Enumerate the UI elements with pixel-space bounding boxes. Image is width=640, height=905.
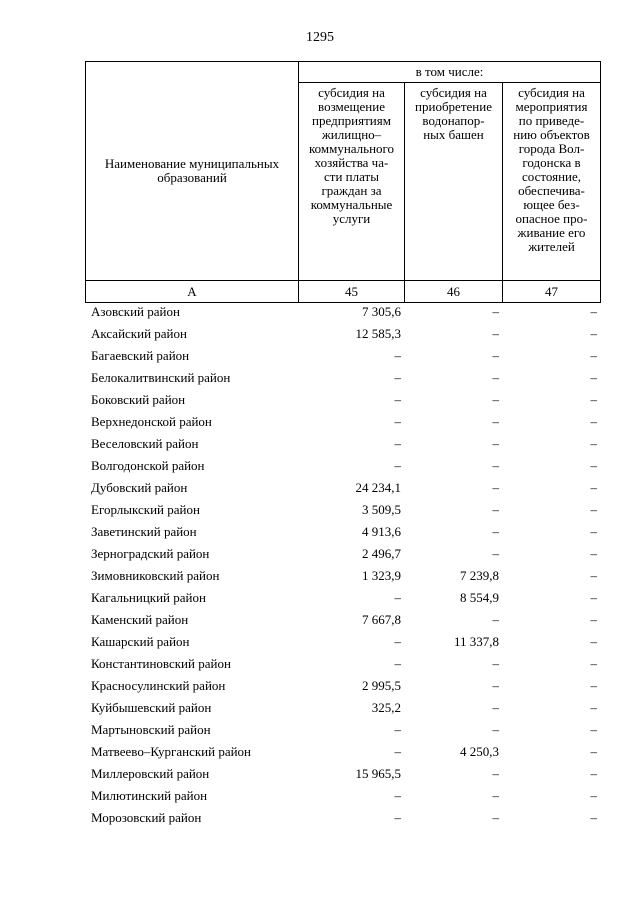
name-column-header: Наименование муниципальных образований: [86, 62, 299, 281]
column-header-line: предприятиям: [312, 113, 391, 128]
table-row: [85, 807, 600, 829]
table-row: [85, 631, 600, 653]
value-46: –: [492, 722, 499, 737]
value-46: –: [492, 458, 499, 473]
column-header-line: услуги: [332, 211, 371, 226]
value-46: 7 239,8: [460, 568, 499, 583]
district-name: Матвеево–Курганский район: [91, 744, 252, 759]
value-47: –: [590, 392, 597, 407]
value-45: 7 305,6: [362, 304, 401, 319]
table-row: [85, 367, 600, 389]
table-row: [85, 389, 600, 411]
value-45: 7 667,8: [362, 612, 401, 627]
code-46: 46: [405, 281, 503, 303]
value-46: –: [492, 524, 499, 539]
value-47: –: [590, 634, 597, 649]
table-row: [85, 345, 600, 367]
table-body: [85, 301, 600, 829]
value-47: –: [590, 414, 597, 429]
district-name: Мартыновский район: [91, 722, 211, 737]
value-46: –: [492, 414, 499, 429]
value-46: –: [492, 392, 499, 407]
value-47: –: [590, 590, 597, 605]
value-47: –: [590, 326, 597, 341]
value-47: –: [590, 458, 597, 473]
table-row: [85, 301, 600, 323]
column-header-45: [299, 83, 405, 281]
value-45: 12 585,3: [355, 326, 401, 341]
value-45: –: [394, 348, 401, 363]
value-47: –: [590, 766, 597, 781]
value-45: –: [394, 370, 401, 385]
district-name: Заветинский район: [91, 524, 197, 539]
value-46: –: [492, 766, 499, 781]
district-name: Милютинский район: [91, 788, 208, 803]
group-header: в том числе:: [299, 62, 601, 83]
district-name: Веселовский район: [91, 436, 199, 451]
value-46: –: [492, 700, 499, 715]
column-header-47: [503, 83, 601, 281]
value-45: –: [394, 634, 401, 649]
column-header-line: города Вол-: [518, 141, 585, 156]
value-45: –: [394, 414, 401, 429]
value-45: 2 496,7: [362, 546, 401, 561]
value-46: –: [492, 502, 499, 517]
district-name: Зерноградский район: [91, 546, 210, 561]
table-row: [85, 455, 600, 477]
column-header-line: сти платы: [324, 169, 379, 184]
district-name: Константиновский район: [91, 656, 231, 671]
column-header-line: субсидия на: [318, 85, 385, 100]
value-45: 325,2: [371, 700, 401, 715]
value-46: –: [492, 678, 499, 693]
value-45: –: [394, 392, 401, 407]
value-47: –: [590, 788, 597, 803]
column-header-line: мероприятия: [515, 99, 588, 114]
district-name: Аксайский район: [91, 326, 187, 341]
column-header-line: жилищно–: [321, 127, 382, 142]
value-47: –: [590, 370, 597, 385]
value-47: –: [590, 700, 597, 715]
value-46: 4 250,3: [460, 744, 499, 759]
column-header-line: жителей: [528, 239, 575, 254]
column-header-line: состояние,: [521, 169, 582, 184]
page-number: 1295: [306, 30, 334, 45]
value-45: 2 995,5: [362, 678, 401, 693]
value-45: –: [394, 590, 401, 605]
value-46: –: [492, 788, 499, 803]
value-45: 1 323,9: [362, 568, 401, 583]
district-name: Азовский район: [91, 304, 180, 319]
column-header-line: обеспечива-: [518, 183, 585, 198]
code-47: 47: [503, 281, 601, 303]
table-row: [85, 323, 600, 345]
value-46: –: [492, 304, 499, 319]
column-header-46: [405, 83, 503, 281]
value-46: –: [492, 810, 499, 825]
value-45: 3 509,5: [362, 502, 401, 517]
value-46: –: [492, 546, 499, 561]
district-name: Зимовниковский район: [91, 568, 220, 583]
table-row: [85, 741, 600, 763]
value-45: –: [394, 458, 401, 473]
data-table: [85, 301, 600, 829]
value-47: –: [590, 744, 597, 759]
value-46: –: [492, 370, 499, 385]
table-row: [85, 543, 600, 565]
code-a: А: [86, 281, 299, 303]
column-header-line: по приведе-: [518, 113, 585, 128]
value-46: –: [492, 612, 499, 627]
district-name: Егорлыкский район: [91, 502, 200, 517]
value-47: –: [590, 656, 597, 671]
column-header-line: живание его: [517, 225, 586, 240]
district-name: Каменский район: [91, 612, 189, 627]
value-45: –: [394, 436, 401, 451]
value-45: –: [394, 744, 401, 759]
code-45: 45: [299, 281, 405, 303]
district-name: Кашарский район: [91, 634, 190, 649]
value-46: –: [492, 656, 499, 671]
column-header-line: субсидия на: [518, 85, 585, 100]
value-47: –: [590, 304, 597, 319]
value-45: 24 234,1: [355, 480, 401, 495]
table-row: [85, 433, 600, 455]
column-header-line: коммунального: [308, 141, 395, 156]
district-name: Кагальницкий район: [91, 590, 206, 605]
table-row: [85, 763, 600, 785]
column-header-line: ных башен: [423, 127, 484, 142]
table-row: [85, 609, 600, 631]
table-row: [85, 785, 600, 807]
value-46: 11 337,8: [453, 634, 499, 649]
value-47: –: [590, 436, 597, 451]
column-header-line: нию объектов: [513, 127, 590, 142]
district-name: Боковский район: [91, 392, 186, 407]
column-header-line: коммунальные: [310, 197, 393, 212]
district-name: Верхнедонской район: [91, 414, 212, 429]
district-name: Миллеровский район: [91, 766, 210, 781]
table-header: [85, 61, 601, 303]
district-name: Красносулинский район: [91, 678, 226, 693]
column-header-line: ющее без-: [523, 197, 580, 212]
district-name: Морозовский район: [91, 810, 202, 825]
table-row: [85, 521, 600, 543]
value-46: –: [492, 436, 499, 451]
district-name: Белокалитвинский район: [91, 370, 231, 385]
column-header-line: годонска в: [522, 155, 581, 170]
table-row: [85, 653, 600, 675]
district-name: Волгодонской район: [91, 458, 205, 473]
column-header-line: субсидия на: [420, 85, 487, 100]
value-45: 4 913,6: [362, 524, 401, 539]
value-47: –: [590, 568, 597, 583]
district-name: Багаевский район: [91, 348, 190, 363]
column-header-line: возмещение: [318, 99, 385, 114]
value-47: –: [590, 722, 597, 737]
table-row: [85, 499, 600, 521]
value-46: 8 554,9: [460, 590, 499, 605]
table-row: [85, 411, 600, 433]
column-header-line: опасное про-: [515, 211, 588, 226]
value-47: –: [590, 348, 597, 363]
value-45: –: [394, 722, 401, 737]
district-name: Куйбышевский район: [91, 700, 212, 715]
value-45: 15 965,5: [355, 766, 401, 781]
value-46: –: [492, 348, 499, 363]
value-45: –: [394, 810, 401, 825]
value-45: –: [394, 656, 401, 671]
column-header-line: приобретение: [415, 99, 492, 114]
value-47: –: [590, 480, 597, 495]
table-row: [85, 719, 600, 741]
value-46: –: [492, 480, 499, 495]
value-47: –: [590, 678, 597, 693]
value-47: –: [590, 810, 597, 825]
column-header-line: граждан за: [321, 183, 382, 198]
column-header-line: хозяйства ча-: [314, 155, 389, 170]
value-47: –: [590, 502, 597, 517]
table-row: [85, 565, 600, 587]
table-row: [85, 477, 600, 499]
table-row: [85, 697, 600, 719]
table-row: [85, 675, 600, 697]
value-47: –: [590, 612, 597, 627]
value-47: –: [590, 546, 597, 561]
value-45: –: [394, 788, 401, 803]
value-47: –: [590, 524, 597, 539]
value-46: –: [492, 326, 499, 341]
column-header-line: водонапор-: [422, 113, 485, 128]
table-row: [85, 587, 600, 609]
district-name: Дубовский район: [91, 480, 188, 495]
